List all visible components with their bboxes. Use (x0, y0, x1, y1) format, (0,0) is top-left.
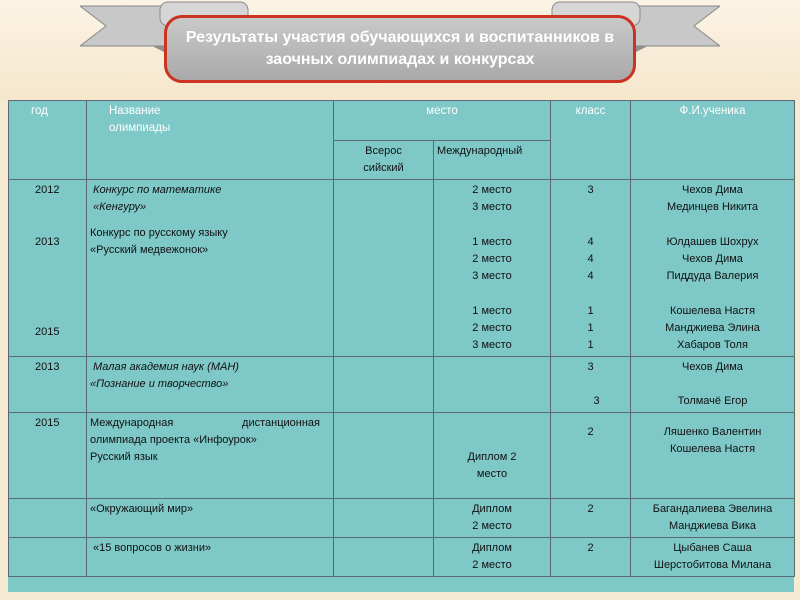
cell-olympiad (87, 538, 334, 577)
cell-national (334, 538, 434, 577)
olympiad-name: «15 вопросов о жизни» (93, 542, 212, 554)
title-banner (80, 0, 720, 90)
olympiad-word: Международная (90, 417, 174, 429)
student-name: Хабаров Толя (677, 339, 748, 351)
student-name: Цыбанев Саша (673, 542, 752, 554)
table-row (9, 538, 795, 577)
results-table-panel (8, 100, 794, 592)
student-name: Багандалиева Эвелина (652, 503, 773, 515)
grade-value: 1 (587, 339, 594, 351)
cell-year (9, 357, 87, 413)
year-value: 2015 (35, 417, 60, 429)
header-national-line1: Всерос (365, 145, 402, 157)
header-place-label: место (426, 105, 458, 117)
cell-olympiad (87, 180, 334, 357)
student-name: Кошелева Настя (669, 443, 756, 455)
table-row (9, 499, 795, 538)
place-value: 2 место (472, 559, 512, 571)
cell-olympiad (87, 357, 334, 413)
place-value: место (476, 468, 508, 480)
cell-student (631, 413, 795, 499)
cell-student (631, 538, 795, 577)
cell-national (334, 180, 434, 357)
olympiad-name: «Познание и творчество» (90, 378, 229, 390)
place-value: 2 место (472, 184, 512, 196)
grade-value: 2 (587, 426, 594, 438)
cell-international (434, 180, 551, 357)
cell-year (9, 499, 87, 538)
olympiad-name: «Окружающий мир» (90, 503, 194, 515)
cell-year (9, 180, 87, 357)
olympiad-name: Конкурс по математике (93, 184, 222, 196)
student-name: Чехов Дима (682, 184, 743, 196)
olympiad-name: «Русский медвежонок» (90, 244, 209, 256)
place-value: Диплом 2 (467, 451, 517, 463)
header-place (334, 101, 551, 141)
student-name: Кошелева Настя (669, 305, 756, 317)
cell-grade (551, 538, 631, 577)
header-grade (551, 101, 631, 180)
header-international-label: Международный (437, 145, 523, 157)
table-row (9, 180, 795, 357)
table-row (9, 357, 795, 413)
place-value: Диплом (472, 503, 512, 515)
grade-value: 3 (593, 395, 600, 407)
student-name: Манджиева Вика (668, 520, 757, 532)
title-box (164, 15, 636, 83)
grade-value: 4 (587, 270, 594, 282)
cell-grade (551, 180, 631, 357)
grade-value: 2 (587, 503, 594, 515)
grade-value: 1 (587, 322, 594, 334)
olympiad-word: дистанционная (242, 417, 320, 429)
student-name: Толмачё Егор (677, 395, 748, 407)
header-national (334, 141, 434, 180)
olympiad-name: Малая академия наук (МАН) (93, 361, 239, 373)
grade-value: 3 (587, 184, 594, 196)
cell-year (9, 413, 87, 499)
cell-international (434, 538, 551, 577)
cell-international (434, 357, 551, 413)
place-value: 2 место (472, 520, 512, 532)
cell-grade (551, 499, 631, 538)
cell-grade (551, 357, 631, 413)
student-name: Мединцев Никита (666, 201, 759, 213)
student-name: Чехов Дима (682, 253, 743, 265)
place-value: Диплом (472, 542, 512, 554)
student-name: Чехов Дима (682, 361, 743, 373)
header-student-label: Ф.И.ученика (679, 105, 746, 117)
cell-year (9, 538, 87, 577)
header-olympiad-line2: олимпиады (109, 122, 171, 134)
cell-student (631, 357, 795, 413)
year-value: 2012 (35, 184, 60, 196)
olympiad-name: Конкурс по русскому языку (90, 227, 228, 239)
cell-national (334, 357, 434, 413)
student-name: Шерстобитова Милана (653, 559, 772, 571)
place-value: 1 место (472, 305, 512, 317)
cell-international (434, 413, 551, 499)
table-row (9, 413, 795, 499)
grade-value: 3 (587, 361, 594, 373)
student-name: Юлдашев Шохрух (666, 236, 759, 248)
olympiad-line-justified (90, 415, 330, 432)
student-name: Пиддуда Валерия (666, 270, 759, 282)
cell-student (631, 499, 795, 538)
year-value: 2013 (35, 361, 60, 373)
grade-value: 4 (587, 253, 594, 265)
olympiad-name: Русский язык (90, 451, 158, 463)
header-national-line2: сийский (363, 162, 404, 174)
place-value: 3 место (472, 201, 512, 213)
cell-national (334, 499, 434, 538)
student-name: Ляшенко Валентин (663, 426, 762, 438)
olympiad-name: «Кенгуру» (93, 201, 147, 213)
year-value: 2015 (35, 326, 60, 338)
header-student (631, 101, 795, 180)
year-value: 2013 (35, 236, 60, 248)
student-name: Манджиева Элина (665, 322, 760, 334)
header-row (9, 101, 795, 141)
results-table (8, 100, 795, 577)
grade-value: 1 (587, 305, 594, 317)
page-title: Результаты участия обучающихся и воспитанников в заочных олимпиадах и конкурсах (185, 29, 615, 68)
place-value: 1 место (472, 236, 512, 248)
cell-student (631, 180, 795, 357)
cell-olympiad (87, 499, 334, 538)
place-value: 3 место (472, 339, 512, 351)
place-value: 2 место (472, 322, 512, 334)
place-value: 3 место (472, 270, 512, 282)
grade-value: 4 (587, 236, 594, 248)
olympiad-name: олимпиада проекта «Инфоурок» (90, 434, 257, 446)
header-grade-label: класс (575, 105, 606, 117)
header-olympiad (87, 101, 334, 180)
header-international (434, 141, 551, 180)
grade-value: 2 (587, 542, 594, 554)
cell-international (434, 499, 551, 538)
place-value: 2 место (472, 253, 512, 265)
cell-national (334, 413, 434, 499)
cell-olympiad (87, 413, 334, 499)
header-olympiad-line1: Название (109, 105, 161, 117)
header-year (9, 101, 87, 180)
cell-grade (551, 413, 631, 499)
header-year-label: год (31, 105, 48, 117)
